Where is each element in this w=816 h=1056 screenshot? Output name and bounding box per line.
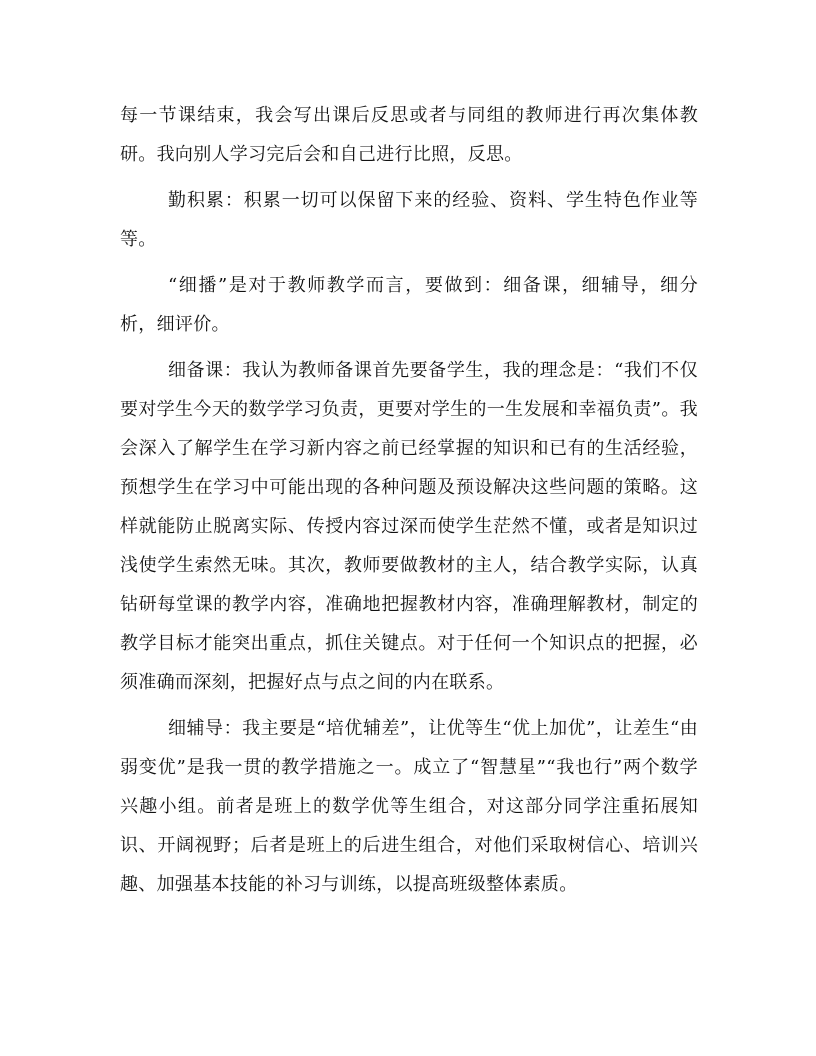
paragraph-detailed-teaching: “细播”是对于教师教学而言，要做到：细备课，细辅导，细分析，细评价。	[120, 275, 698, 335]
document-body	[120, 96, 698, 904]
paragraph-tutoring: 细辅导：我主要是“培优辅差”，让优等生“优上加优”，让差生“由弱变优”是我一贯的教学措施之一。成立了“智慧星”“我也行”两个数学兴趣小组。前者是班上的数学优等生组合，对这部分同学注重拓展知识、开阔视野；后者是班上的后进生组合，对他们采取树信心、培训兴趣、加强基本技能的补习与训练，以提高班级整体素质。	[120, 718, 698, 895]
paragraph-accumulation: 勤积累：积累一切可以保留下来的经验、资料、学生特色作业等等。	[120, 190, 698, 250]
paragraph-lesson-preparation: 细备课：我认为教师备课首先要备学生，我的理念是：“我们不仅要对学生今天的数学学习负责，更要对学生的一生发展和幸福负责”。我会深入了解学生在学习新内容之前已经掌握的知识和已有的生活经验，预想学生在学习中可能出现的各种问题及预设解决这些问题的策略。这样就能防止脱离实际、传授内容过深而使学生茫然不懂，或者是知识过浅使学生索然无味。其次，教师要做教材的主人，结合教学实际，认真钻研每堂课的教学内容，准确地把握教材内容，准确理解教材，制定的教学目标才能突出重点，抓住关键点。对于任何一个知识点的把握，必须准确而深刻，把握好点与点之间的内在联系。	[120, 360, 698, 693]
paragraph-reflection: 每一节课结束，我会写出课后反思或者与同组的教师进行再次集体教研。我向别人学习完后会和自己进行比照，反思。	[120, 105, 698, 165]
